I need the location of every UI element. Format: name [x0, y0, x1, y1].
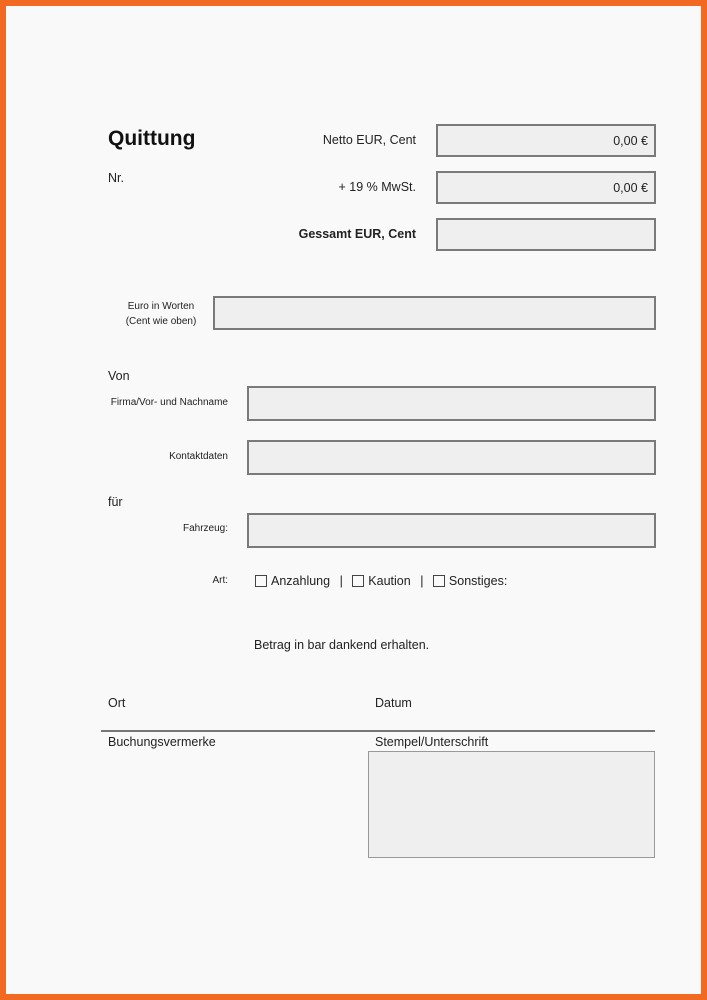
stamp-label: Stempel/Unterschrift — [375, 735, 489, 749]
document-title: Quittung — [108, 127, 196, 150]
option-anzahlung-label: Anzahlung — [271, 574, 331, 588]
option-sonstiges-label: Sonstiges: — [448, 574, 508, 588]
contact-field[interactable] — [247, 440, 656, 475]
words-label-line2: (Cent wie oben) — [125, 316, 197, 327]
netto-value: 0,00 € — [613, 134, 648, 148]
words-field[interactable] — [213, 296, 656, 330]
booking-label: Buchungsvermerke — [108, 735, 216, 749]
stamp-signature-field[interactable] — [368, 751, 655, 858]
datum-label: Datum — [375, 696, 412, 710]
von-heading: Von — [108, 369, 130, 383]
name-field[interactable] — [247, 386, 656, 421]
option-separator: | — [420, 574, 424, 588]
art-label: Art: — [212, 575, 228, 586]
art-options — [255, 574, 507, 588]
option-kaution[interactable] — [352, 574, 410, 588]
option-sonstiges[interactable] — [433, 574, 507, 588]
vehicle-label: Fahrzeug: — [182, 523, 228, 534]
words-label-line1: Euro in Worten — [127, 301, 195, 312]
mwst-value: 0,00 € — [613, 181, 648, 195]
ort-label: Ort — [108, 696, 126, 710]
fuer-heading: für — [108, 495, 123, 509]
gesamt-label: Gessamt EUR, Cent — [298, 227, 416, 241]
name-label: Firma/Vor- und Nachname — [110, 397, 228, 408]
sonstiges-checkbox[interactable] — [433, 575, 445, 587]
gesamt-field[interactable] — [436, 218, 656, 251]
kaution-checkbox[interactable] — [352, 575, 364, 587]
option-kaution-label: Kaution — [368, 574, 411, 588]
option-separator: | — [339, 574, 343, 588]
anzahlung-checkbox[interactable] — [255, 575, 267, 587]
words-label — [106, 299, 216, 329]
signature-divider — [101, 730, 655, 732]
option-anzahlung[interactable] — [255, 574, 330, 588]
netto-label: Netto EUR, Cent — [322, 133, 416, 147]
contact-label: Kontaktdaten — [169, 451, 228, 462]
mwst-field[interactable] — [436, 171, 656, 204]
netto-field[interactable] — [436, 124, 656, 157]
number-label: Nr. — [108, 171, 124, 185]
mwst-label: + 19 % MwSt. — [338, 180, 416, 194]
vehicle-field[interactable] — [247, 513, 656, 548]
confirmation-text: Betrag in bar dankend erhalten. — [254, 638, 430, 652]
